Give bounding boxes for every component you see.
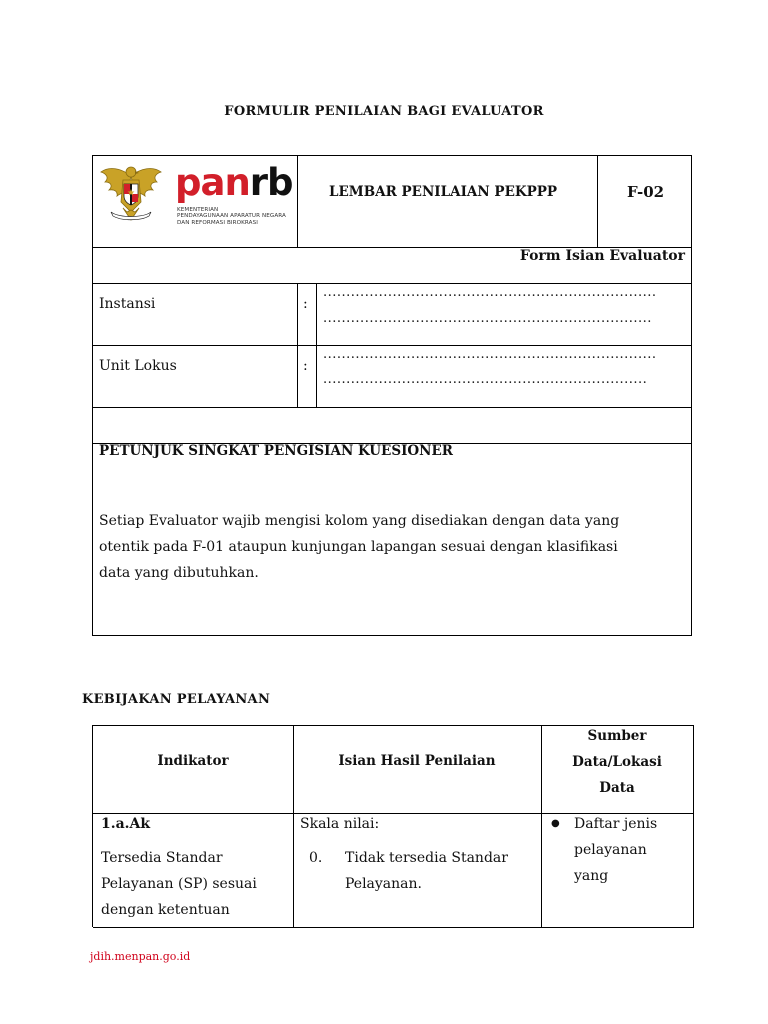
indicator-text: Tersedia Standar Pelayanan (SP) sesuai dengan ketentuan: [101, 850, 257, 918]
garuda-emblem-icon: [99, 162, 163, 224]
divider: [93, 345, 691, 346]
form-subtitle: Form Isian Evaluator: [519, 248, 685, 264]
divider: [297, 156, 298, 247]
divider: [93, 283, 691, 284]
divider: [297, 283, 298, 407]
divider: [316, 283, 317, 407]
column-header-isian: Isian Hasil Penilaian: [338, 753, 496, 769]
field-input-unit-lokus-line-1[interactable]: ........................................................................: [323, 347, 657, 362]
panrb-wordmark: panrb: [175, 161, 293, 204]
field-input-instansi-line-2[interactable]: .......................................................................: [323, 311, 652, 326]
panrb-logo: [99, 161, 295, 229]
field-input-unit-lokus-line-2[interactable]: ......................................................................: [323, 372, 648, 387]
ministry-name: KEMENTERIAN PENDAYAGUNAAN APARATUR NEGARA DAN REFORMASI BIROKRASI: [177, 207, 286, 226]
assessment-table: [92, 725, 694, 927]
instructions-text: Setiap Evaluator wajib mengisi kolom yang disediakan dengan data yang otentik pada F-01 ataupun kunjungan lapangan sesuai dengan klasifikasi data yang dibutuhkan.: [99, 513, 620, 581]
option-number: 0.: [309, 850, 323, 866]
scale-label: Skala nilai:: [300, 816, 380, 832]
document-title: FORMULIR PENILAIAN BAGI EVALUATOR: [224, 104, 544, 119]
field-input-instansi-line-1[interactable]: ........................................................................: [323, 285, 657, 300]
sheet-title: LEMBAR PENILAIAN PEKPPP: [329, 184, 558, 200]
column-header-indikator: Indikator: [157, 753, 229, 769]
form-code: F-02: [627, 183, 665, 201]
instructions-title: PETUNJUK SINGKAT PENGISIAN KUESIONER: [99, 443, 453, 459]
field-label-unit-lokus: Unit Lokus: [99, 358, 177, 374]
field-separator: :: [303, 358, 308, 374]
field-separator: :: [303, 296, 308, 312]
divider: [693, 726, 694, 928]
bullet-icon: ●: [551, 818, 560, 829]
source-text: Daftar jenis pelayanan yang: [574, 816, 658, 884]
field-label-instansi: Instansi: [99, 296, 156, 312]
divider: [93, 407, 691, 408]
divider: [93, 927, 693, 928]
divider: [597, 156, 598, 247]
column-header-sumber: Sumber Data/Lokasi Data: [572, 728, 662, 796]
form-header-table: [92, 155, 692, 636]
option-text: Tidak tersedia Standar Pelayanan.: [345, 850, 508, 892]
footer-link[interactable]: jdih.menpan.go.id: [90, 950, 191, 963]
indicator-code: 1.a.Ak: [101, 816, 151, 832]
section-title: KEBIJAKAN PELAYANAN: [82, 692, 271, 707]
